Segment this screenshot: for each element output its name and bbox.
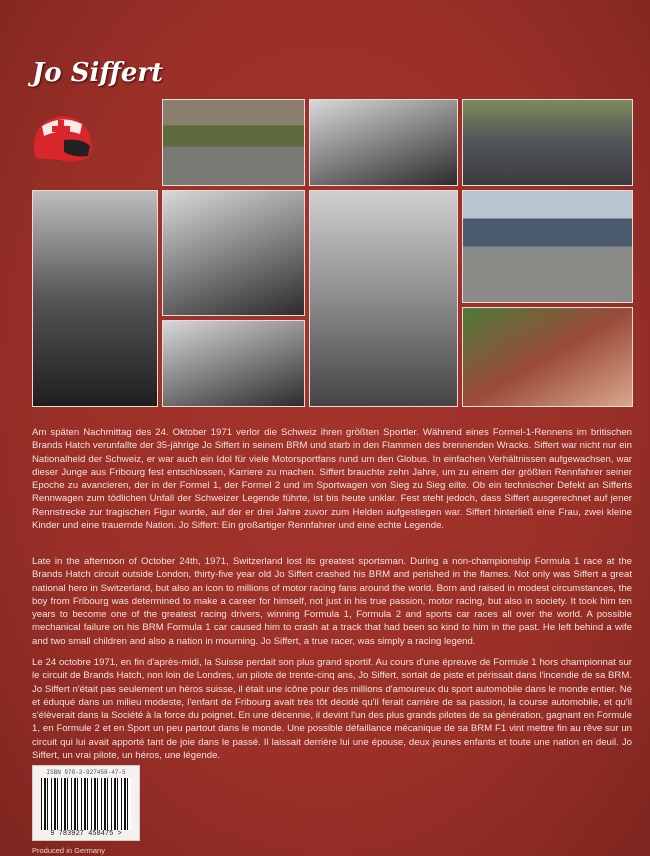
photo-two-men-leather-jackets bbox=[32, 190, 158, 407]
description-french: Le 24 octobre 1971, en fin d'après-midi, la Suisse perdait son plus grand sportif. Au cours d'une épreuve de Formule 1 hors championnat sur le circuit de Brands Hatch, non loin de Londres, un pilote de trente-cinq ans, Jo Siffert, sortait de piste et périssait dans l'incendie de sa BRM. Jo Siffert n'était pas seulement un héros suisse, il était une icône pour des millions d'amoureux du sport automobile dans le monde entier. Né et éduqué dans un milieu modeste, l'enfant de Fribourg avait très tôt décidé qu'il ferait carrière de sa passion, la course automobile, et qu'il s'élèverait dans la Société à la force du poignet. En une décennie, il devint l'un des plus grands pilotes de sa génération, gagnant en Formule 1, en Formule 2 et en Sport un peu partout dans le monde. Une possible défaillance mécanique de sa BRM F1 vint mettre fin au rêve sur un circuit qui lui avait apporté tant de joie dans le passé. Il laissait derrière lui une épouse, deux jeunes enfants et toute une nation en deuil. Jo Siffert, un vrai pilote, un héros, une légende. bbox=[32, 657, 632, 762]
barcode-bars bbox=[41, 778, 131, 830]
produced-in-label: Produced in Germany bbox=[32, 846, 105, 855]
photo-car-in-pits bbox=[162, 190, 305, 316]
isbn-label: ISBN 978-3-927458-47-5 bbox=[46, 769, 126, 776]
photo-formula-car-racing bbox=[162, 320, 305, 407]
photo-porsche-917-race bbox=[162, 99, 305, 186]
description-english: Late in the afternoon of October 24th, 1971, Switzerland lost its greatest sportsman. During a non-championship Formula 1 race at the Brands Hatch circuit outside London, thirty-five year old Jo Siffert crashed his BRM and perished in the flames. Not only was Siffert a great national hero in Switzerland, but also an icon to millions of motor racing fans around the world. Born and raised in modest circumstances, the boy from Fribourg was determined to make a career for himself, not just in his true passion, motor racing, but also in society. It took him ten years to become one of the greatest racing drivers, winning Formula 1, Formula 2 and sports car races all over the world. A possible mechanical failure on his BRM Formula 1 car caused him to crash at a track that had been so kind to him in the past. He left behind a wife and two small children and also a nation in mourning. Jo Siffert, a true racer, was simply a racing legend. bbox=[32, 556, 632, 647]
photo-siffert-portrait-sunglasses bbox=[309, 99, 458, 186]
helmet-icon bbox=[30, 112, 94, 168]
photo-porsche-on-track bbox=[462, 99, 633, 186]
photo-race-finish-flag bbox=[462, 190, 633, 303]
book-title: Jo Siffert bbox=[32, 58, 164, 88]
barcode-number: 9 783927 458475 > bbox=[50, 830, 122, 838]
photo-drivers-at-track bbox=[309, 190, 458, 407]
photo-siffert-helmet-portrait bbox=[462, 307, 633, 407]
description-german: Am späten Nachmittag des 24. Oktober 1971 verlor die Schweiz ihren größten Sportler. Während eines Formel-1-Rennens im britischen Brands Hatch verunfallte der 35-jährige Jo Siffert in seinem BRM und starb in den Flammen des brennenden Wracks. Siffert war nicht nur ein Nationalheld der Schweiz, er war auch ein Idol für viele Motorsportfans rund um den Globus. In einfachen Verhältnissen aufgewachsen, war dieser Junge aus Fribourg fest entschlossen, Karriere zu machen. Siffert brauchte zehn Jahre, um zu einem der größten Rennfahrer seiner Epoche zu avancieren, der in der Formel 1, der Formel 2 und im Sportwagen von Sieg zu Sieg eilte. Ob ein technischer Defekt an Sifferts Rennwagen zum tödlichen Unfall der Schweizer Legende führte, ist bis heute unklar. Fest steht jedoch, dass Siffert ausgerechnet auf jener Rennstrecke zur tragischen Figur wurde, auf der er drei Jahre zuvor zum Helden aufgestiegen war. Siffert hinterließ eine Frau, zwei kleine Kinder und eine trauernde Nation. Jo Siffert: Ein großartiger Rennfahrer und eine echte Legende. bbox=[32, 427, 632, 532]
isbn-barcode bbox=[32, 765, 140, 841]
